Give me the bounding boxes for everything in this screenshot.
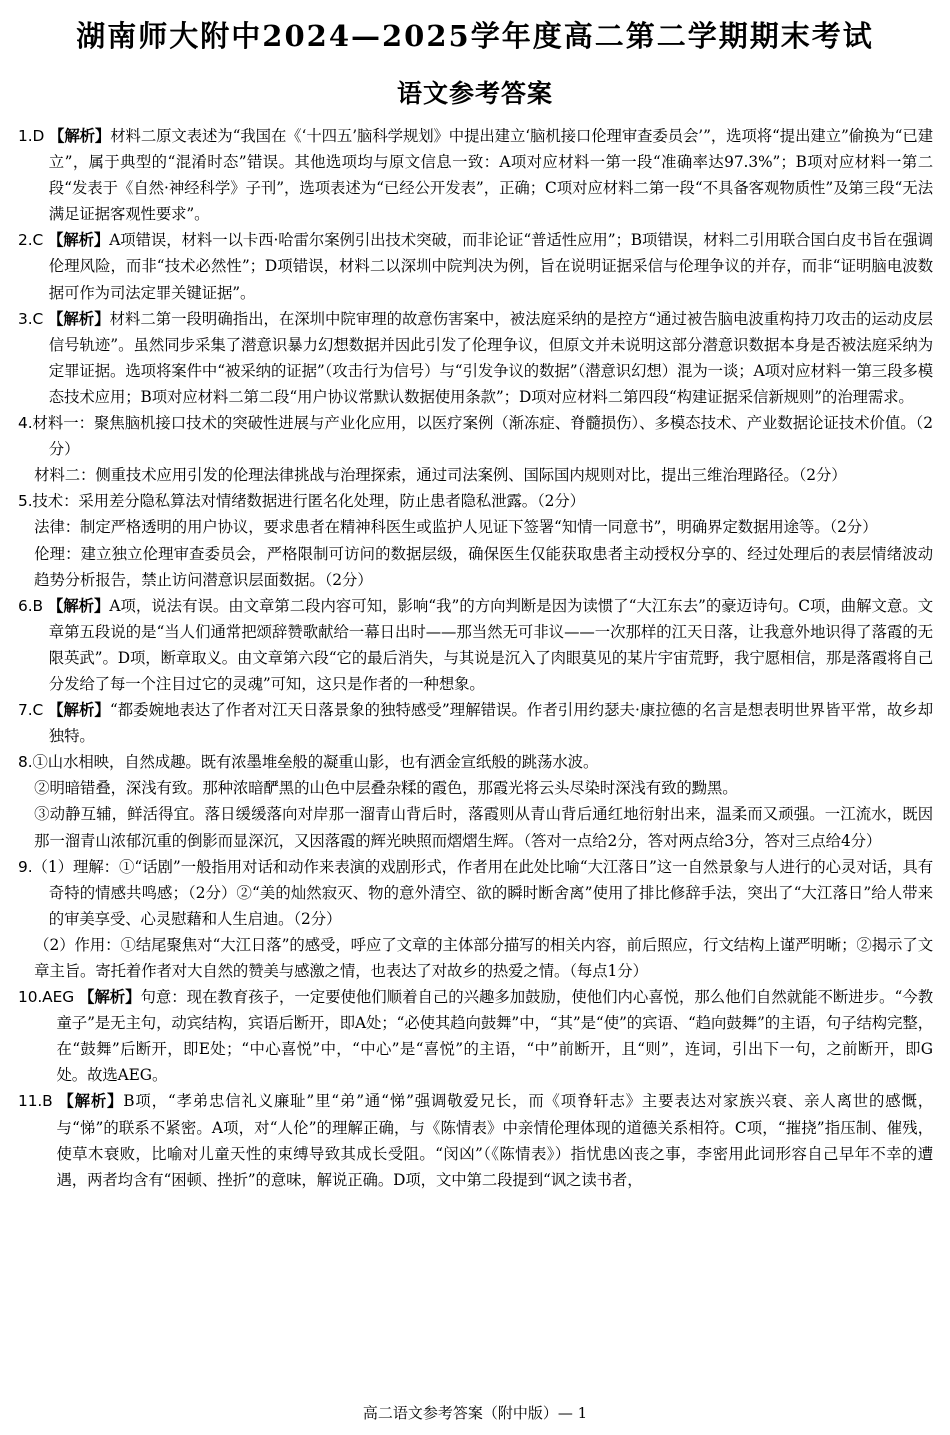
analysis-tag: 【解析】: [47, 231, 110, 250]
answer-number: 8.: [18, 753, 33, 772]
page-title: 湖南师大附中2024—2025学年度高二第二学期期末考试: [76, 19, 874, 53]
answer-paragraph: ②明暗错叠，深浅有致。那种浓暗酽黑的山色中层叠杂糅的霞色，那霞光将云头尽染时深浅有致的黝黑。: [34, 779, 738, 798]
answer-number: 2.C: [18, 231, 44, 250]
answer-number: 5.: [18, 492, 33, 511]
answer-item-11: [18, 1088, 933, 1192]
answer-text: A项错误，材料一以卡西·哈雷尔案例引出技术突破，而非论证“普适性应用”；B项错误，材料二引用联合国白皮书旨在强调伦理风险，而非“技术必然性”；D项错误，材料二以深圳中院判决为例，旨在说明证据采信与伦理争议的并存，而非“证明脑电波数据可作为司法定罪关键证据”。: [48, 231, 933, 302]
answer-item-3: [18, 306, 933, 410]
answer-item-7: [18, 697, 933, 749]
answer-text: ①山水相映，自然成趣。既有浓墨堆垒般的凝重山影，也有洒金宣纸般的跳荡水波。: [32, 753, 599, 772]
analysis-tag: 【解析】: [48, 701, 110, 720]
answer-text: “都委婉地表达了作者对江天日落景象的独特感受”理解错误。作者引用约瑟夫·康拉德的名言是想表明世界皆平常，故乡却独特。: [48, 701, 933, 746]
answer-text: 材料一：聚焦脑机接口技术的突破性进展与产业化应用，以医疗案例（渐冻症、脊髓损伤）、多模态技术、产业数据论证技术价值。（2分）: [32, 414, 933, 459]
answer-number: 11.B: [18, 1092, 53, 1111]
answer-text: B项，“孝弟忠信礼义廉耻”里“弟”通“悌”强调敬爱兄长，而《项脊轩志》主要表达对家族兴衰、亲人离世的感慨，与“悌”的联系不紧密。A项，对“人伦”的理解正确，与《陈情表》中亲情伦理体现的道德关系相符。C项，“摧挠”指压制、催残，使草木衰败，比喻对儿童天性的束缚导致其成长受阻。“闵凶”（《陈情表》）指忧患凶丧之事，李密用此词形容自己早年不幸的遭遇，两者均含有“困顿、挫折”的意味，解说正确。D项，文中第二段提到“讽之读书者，: [56, 1092, 933, 1189]
answer-item-1: [18, 123, 933, 227]
answer-item-5: [18, 488, 933, 514]
answer-paragraph: （2）作用：①结尾聚焦对“大江日落”的感受，呼应了文章的主体部分描写的相关内容，前后照应，行文结构上谨严明晰；②揭示了文章主旨。寄托着作者对大自然的赞美与感激之情，也表达了对故乡的热爱之情。（每点1分）: [34, 935, 933, 980]
answer-item-10: [18, 984, 933, 1088]
answer-number: 9.: [18, 857, 33, 876]
answer-text: A项，说法有误。由文章第二段内容可知，影响“我”的方向判断是因为读惯了“大江东去”的豪迈诗句。C项，曲解文意。文章第五段说的是“当人们通常把颂辞赞歌献给一幕日出时——那当然无可非议——一次那样的江天日落，让我意外地识得了落霞的无限英武”。D项，断章取义。由文章第六段“它的最后消失，与其说是沉入了肉眼莫见的某片宇宙荒野，我宁愿相信，那是落霞将自己分发给了每一个注目过它的灵魂”可知，这只是作者的一种想象。: [48, 596, 934, 693]
answer-item-9: [18, 854, 933, 932]
answer-text: 材料二原文表述为“我国在《‘十四五’脑科学规划》中提出建立‘脑机接口伦理审查委员会’”，选项将“提出建立”偷换为“已建立”，属于典型的“混淆时态”错误。其他选项均与原文信息一致：A项对应材料一第一段“准确率达97.3%”；B项对应材料一第二段“发表于《自然·神经科学》子刊”，选项表述为“已经公开发表”，正确；C项对应材料二第一段“不具备客观物质性”及第三段“无法满足证据客观性要求”。: [48, 127, 933, 224]
answer-number: 7.C: [18, 701, 44, 720]
answer-number: 10.AEG: [18, 988, 75, 1007]
answer-paragraph: 法律：制定严格透明的用户协议，要求患者在精神科医生或监护人见证下签署“知情一同意书”，明确界定数据用途等。（2分）: [34, 518, 878, 537]
page-subtitle: 语文参考答案: [396, 79, 553, 108]
analysis-tag: 【解析】: [78, 988, 141, 1007]
answer-number: 3.C: [18, 309, 44, 328]
answer-paragraph: 伦理：建立独立伦理审查委员会，严格限制可访问的数据层级，确保医生仅能获取患者主动授权分享的、经过处理后的表层情绪波动趋势分析报告，禁止访问潜意识层面数据。（2分）: [34, 544, 933, 589]
answer-text: （1）理解：①“话剧”一般指用对话和动作来表演的戏剧形式，作者用在此处比喻“大江落日”这一自然景象与人进行的心灵对话，具有奇特的情感共鸣感；（2分）②“美的灿然寂灭、物的意外清空、欲的瞬时断舍离”使用了排比修辞手法，突出了“大江落日”给人带来的审美享受、心灵慰藉和人生启迪。（2分）: [32, 857, 933, 928]
answer-paragraph: 材料二：侧重技术应用引发的伦理法律挑战与治理探索，通过司法案例、国际国内规则对比，提出三维治理路径。（2分）: [34, 466, 847, 485]
answer-item-8: [18, 749, 933, 775]
analysis-tag: 【解析】: [58, 1092, 124, 1111]
answer-text: 材料二第一段明确指出，在深圳中院审理的故意伤害案中，被法庭采纳的是控方“通过被告脑电波重构持刀攻击的运动皮层信号轨迹”。虽然同步采集了潜意识暴力幻想数据并因此引发了伦理争议，但原文并未说明这部分潜意识数据本身是否被法庭采纳为定罪证据。选项将案件中“被采纳的证据”（攻击行为信号）与“引发争议的数据”（潜意识幻想）混为一谈；A项对应材料一第三段多模态技术应用；B项对应材料二第二段“用户协议常默认数据使用条款”；D项对应材料二第四段“构建证据采信新规则”的治理需求。: [48, 309, 933, 406]
answer-list: [18, 123, 933, 1193]
answer-item-6: [18, 593, 933, 697]
answer-item-4: [18, 410, 933, 462]
analysis-tag: 【解析】: [47, 596, 110, 615]
answer-text: 句意：现在教育孩子，一定要使他们顺着自己的兴趣多加鼓励，使他们内心喜悦，那么他们自然就能不断进步。“今教童子”是无主句，动宾结构，宾语后断开，即A处；“必使其趋向鼓舞”中，“其”是“使”的宾语、“趋向鼓舞”的主语，句子结构完整，在“鼓舞”后断开，即E处；“中心喜悦”中，“中心”是“喜悦”的主语，“中”前断开，且“则”，连词，引出下一句，之前断开，即G处。故选AEG。: [56, 988, 933, 1085]
analysis-tag: 【解析】: [48, 309, 110, 328]
answer-number: 4.: [18, 414, 33, 433]
page-footer: 高二语文参考答案（附中版）— 1: [362, 1404, 588, 1422]
analysis-tag: 【解析】: [49, 127, 111, 145]
answer-paragraph: ③动静互辅，鲜活得宜。落日缓缓落向对岸那一溜青山背后时，落霞则从青山背后通红地衍射出来，温柔而又顽强。一江流水，既因那一溜青山浓郁沉重的倒影而显深沉，又因落霞的辉光映照而熠熠生辉。（答对一点给2分，答对两点给3分，答对三点给4分）: [34, 805, 933, 850]
answer-text: 技术：采用差分隐私算法对情绪数据进行匿名化处理，防止患者隐私泄露。（2分）: [32, 492, 585, 511]
answer-item-2: [18, 227, 933, 305]
answer-number: 1.D: [18, 127, 45, 145]
answer-number: 6.B: [18, 596, 43, 615]
